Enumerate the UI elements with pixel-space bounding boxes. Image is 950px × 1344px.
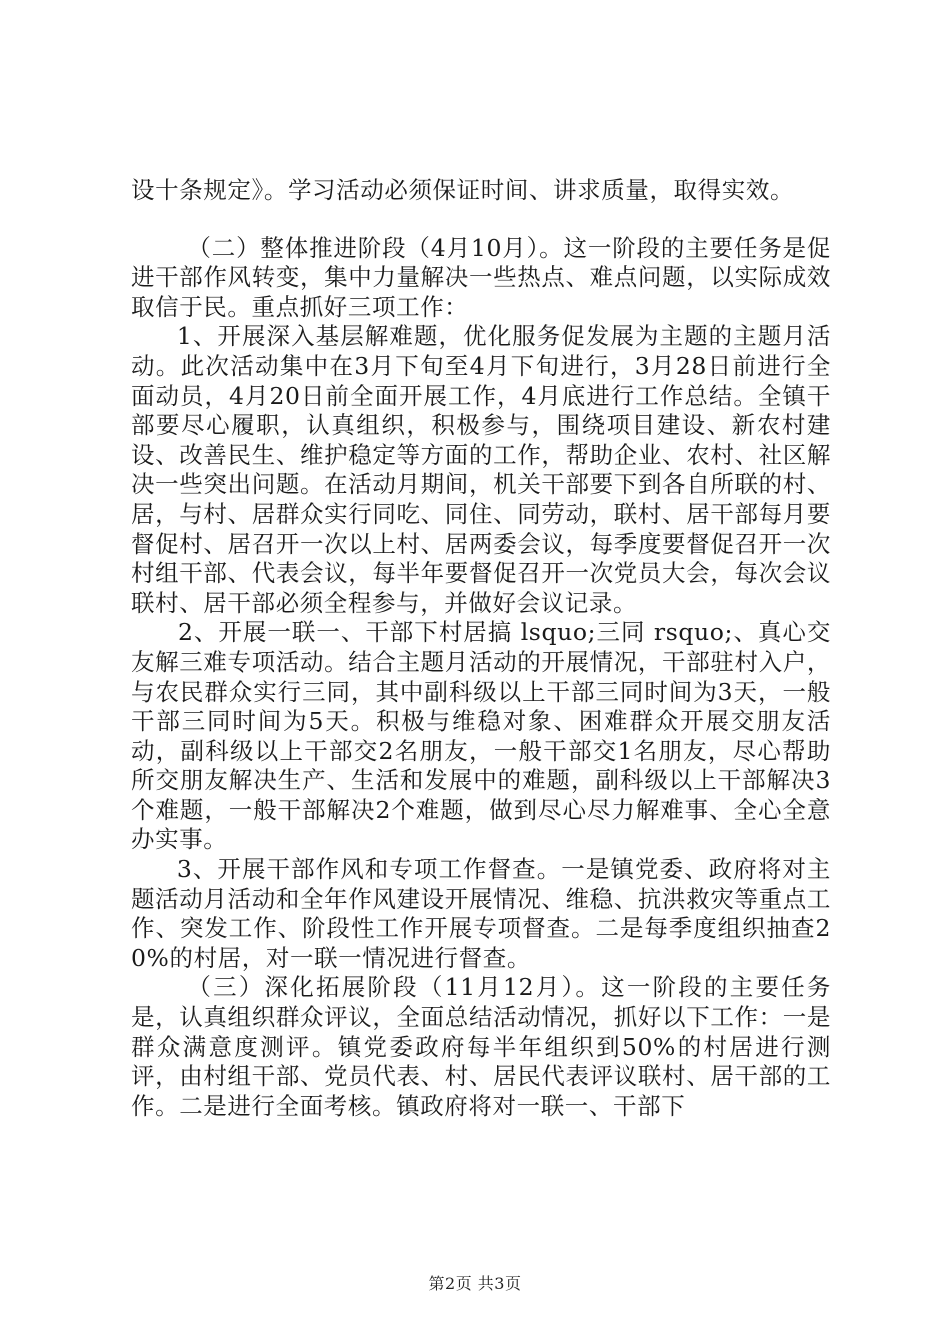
- paragraph-item-one: 1、开展深入基层解难题，优化服务促发展为主题的主题月活动。此次活动集中在3月下旬至4月下旬进行，3月28日前进行全面动员，4月20日前全面开展工作，4月底进行工作总结。全镇干部要尽心履职，认真组织，积极参与，围绕项目建设、新农村建设、改善民生、维护稳定等方面的工作，帮助企业、农村、社区解决一些突出问题。在活动月期间，机关干部要下到各自所联的村、居，与村、居群众实行同吃、同住、同劳动，联村、居干部每月要督促村、居召开一次以上村、居两委会议，每季度要督促召开一次村组干部、代表会议，每半年要督促召开一次党员大会，每次会议联村、居干部必须全程参与，并做好会议记录。: [131, 322, 831, 617]
- document-body: [131, 176, 831, 1121]
- paragraph-item-three: 3、开展干部作风和专项工作督查。一是镇党委、政府将对主题活动月活动和全年作风建设开展情况、维稳、抗洪救灾等重点工作、突发工作、阶段性工作开展专项督查。二是每季度组织抽查20%的村居，对一联一情况进行督查。: [131, 855, 831, 972]
- page-footer: 第2页 共3页: [428, 1274, 522, 1293]
- paragraph-gap: [131, 206, 831, 234]
- paragraph-continuation: 设十条规定》。学习活动必须保证时间、讲求质量，取得实效。: [131, 176, 795, 204]
- paragraph-stage-two: （二）整体推进阶段（4月10月）。这一阶段的主要任务是促进干部作风转变，集中力量解决一些热点、难点问题，以实际成效取信于民。重点抓好三项工作：: [131, 233, 831, 321]
- paragraph-item-two: 2、开展一联一、干部下村居搞 lsquo;三同 rsquo;、真心交友解三难专项活动。结合主题月活动的开展情况，干部驻村入户，与农民群众实行三同，其中副科级以上干部三同时间为3天，一般干部三同时间为5天。积极与维稳对象、困难群众开展交朋友活动，副科级以上干部交2名朋友，一般干部交1名朋友，尽心帮助所交朋友解决生产、生活和发展中的难题，副科级以上干部解决3个难题，一般干部解决2个难题，做到尽心尽力解难事、全心全意办实事。: [131, 618, 831, 854]
- paragraph-stage-three: （三）深化拓展阶段（11月12月）。这一阶段的主要任务是，认真组织群众评议，全面总结活动情况，抓好以下工作：一是群众满意度测评。镇党委政府每半年组织到50%的村居进行测评，由村组干部、党员代表、村、居民代表评议联村、居干部的工作。二是进行全面考核。镇政府将对一联一、干部下: [131, 973, 831, 1120]
